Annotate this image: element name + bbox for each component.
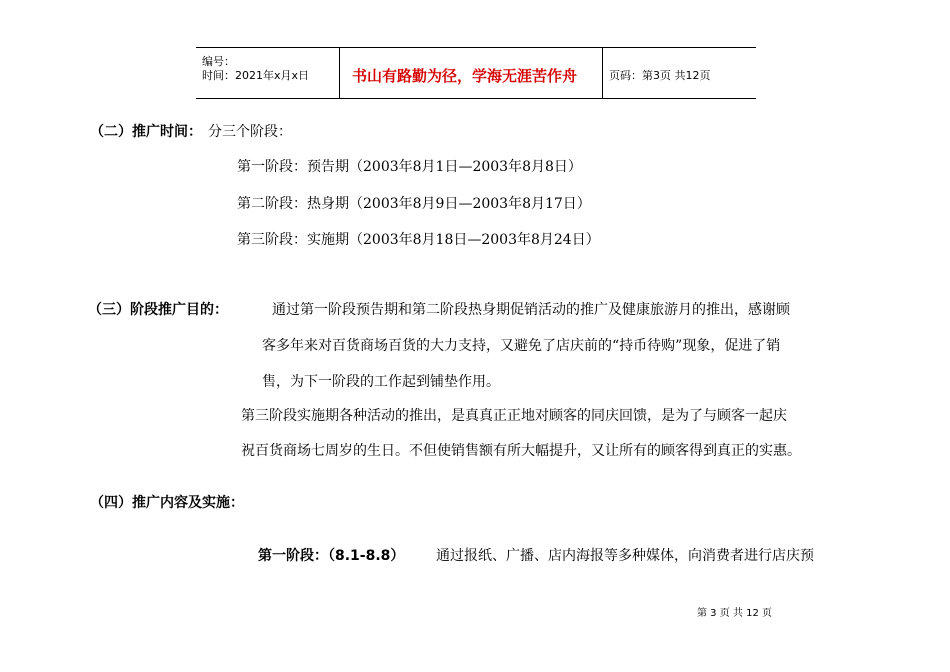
section3-title: （三）阶段推广目的：	[88, 302, 228, 318]
header-time-label: 时间：2021年x月x日	[202, 69, 310, 82]
section4-phase1-label: 第一阶段：（8.1-8.8）	[258, 548, 405, 564]
section3-para1-line3: 售，为下一阶段的工作起到铺垫作用。	[262, 374, 500, 390]
header-divider-right	[602, 48, 603, 98]
header-motto: 书山有路勤为径，学海无涯苦作舟	[352, 67, 578, 85]
section2-subtitle: 分三个阶段：	[208, 124, 292, 140]
section3-para2-line1: 第三阶段实施期各种活动的推出，是真真正正地对顾客的同庆回馈，是为了与顾客一起庆	[241, 408, 787, 424]
header-page-info: 页码：第3页 共12页	[609, 69, 711, 82]
section3-para1-line1: 通过第一阶段预告期和第二阶段热身期促销活动的推广及健康旅游月的推出，感谢顾	[272, 302, 790, 318]
section2-title: （二）推广时间：	[90, 124, 202, 140]
page-header	[196, 47, 756, 99]
phase-line-3: 第三阶段：实施期（2003年8月18日—2003年8月24日）	[237, 232, 600, 248]
section3-para1-line2: 客多年来对百货商场百货的大力支持，又避免了店庆前的“持币待购”现象，促进了销	[262, 338, 781, 354]
header-divider-left	[339, 48, 340, 98]
header-number-label: 编号：	[202, 55, 235, 68]
phase-line-1: 第一阶段：预告期（2003年8月1日—2003年8月8日）	[237, 159, 582, 175]
section4-phase1-text: 通过报纸、广播、店内海报等多种媒体，向消费者进行店庆预	[436, 548, 814, 564]
section3-para2-line2: 祝百货商场七周岁的生日。不但使销售额有所大幅提升，又让所有的顾客得到真正的实惠。	[241, 443, 801, 459]
page-footer: 第 3 页 共 12 页	[697, 608, 772, 619]
phase-line-2: 第二阶段：热身期（2003年8月9日—2003年8月17日）	[237, 196, 591, 212]
section4-title: （四）推广内容及实施：	[90, 495, 244, 511]
